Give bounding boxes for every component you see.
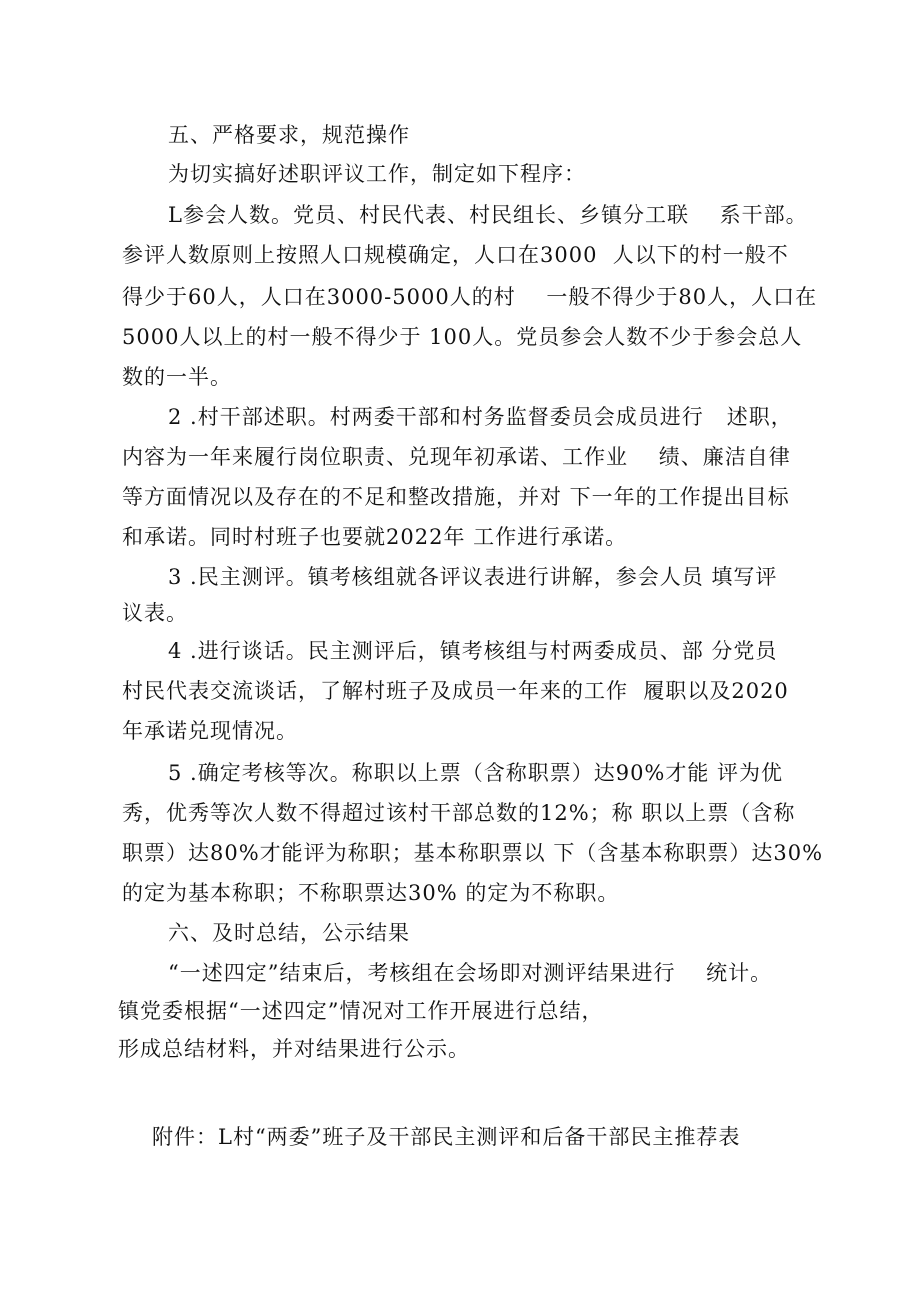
paragraph-line: 2 .村干部述职。村两委干部和村务监督委员会成员进行 述职， (168, 405, 793, 429)
paragraph-line: 议表。 (122, 601, 188, 625)
paragraph-line: 和承诺。同时村班子也要就2022年 工作进行承诺。 (122, 525, 628, 549)
paragraph-line: 得少于60人，人口在3000-5000人的村 一般不得少于80人，人口在 (122, 285, 818, 309)
paragraph-line: 参评人数原则上按照人口规模确定，人口在3000 人以下的村一般不 (122, 243, 789, 267)
paragraph-line: 等方面情况以及存在的不足和整改措施，并对 下一年的工作提出目标 (122, 485, 790, 509)
paragraph-line: 5 .确定考核等次。称职以上票（含称职票）达90%才能 评为优 (168, 761, 784, 785)
paragraph-line: 的定为基本称职；不称职票达30% 的定为不称职。 (122, 881, 620, 905)
section-heading-6: 六、及时总结，公示结果 (168, 921, 410, 945)
section-heading-5: 五、严格要求，规范操作 (168, 123, 410, 147)
paragraph-line: 秀，优秀等次人数不得超过该村干部总数的12%；称 职以上票（含称 (122, 801, 796, 825)
paragraph-line: 镇党委根据“一述四定”情况对工作开展进行总结， (118, 999, 604, 1023)
paragraph-line: 形成总结材料，并对结果进行公示。 (118, 1037, 470, 1061)
paragraph-line: 5000人以上的村一般不得少于 100人。党员参会人数不少于参会总人 (122, 325, 803, 349)
paragraph-line: 数的一半。 (122, 365, 232, 389)
paragraph-line: “一述四定”结束后，考核组在会场即对测评结果进行 统计。 (168, 961, 773, 985)
paragraph-line: 4 .进行谈话。民主测评后，镇考核组与村两委成员、部 分党员 (168, 639, 778, 663)
paragraph-line: 3 .民主测评。镇考核组就各评议表进行讲解，参会人员 填写评 (168, 565, 778, 589)
paragraph-line: 年承诺兑现情况。 (122, 719, 298, 743)
attachment-note: 附件：L村“两委”班子及干部民主测评和后备干部民主推荐表 (152, 1125, 741, 1149)
paragraph-line: 内容为一年来履行岗位职责、兑现年初承诺、工作业 绩、廉洁自律 (122, 445, 791, 469)
paragraph-line: 职票）达80%才能评为称职；基本称职票以 下（含基本称职票）达30% (122, 841, 824, 865)
paragraph-line: L参会人数。党员、村民代表、村民组长、乡镇分工联 系干部。 (168, 203, 808, 227)
paragraph-intro: 为切实搞好述职评议工作，制定如下程序： (168, 162, 586, 186)
paragraph-line: 村民代表交流谈话，了解村班子及成员一年来的工作 履职以及2020 (122, 679, 789, 703)
